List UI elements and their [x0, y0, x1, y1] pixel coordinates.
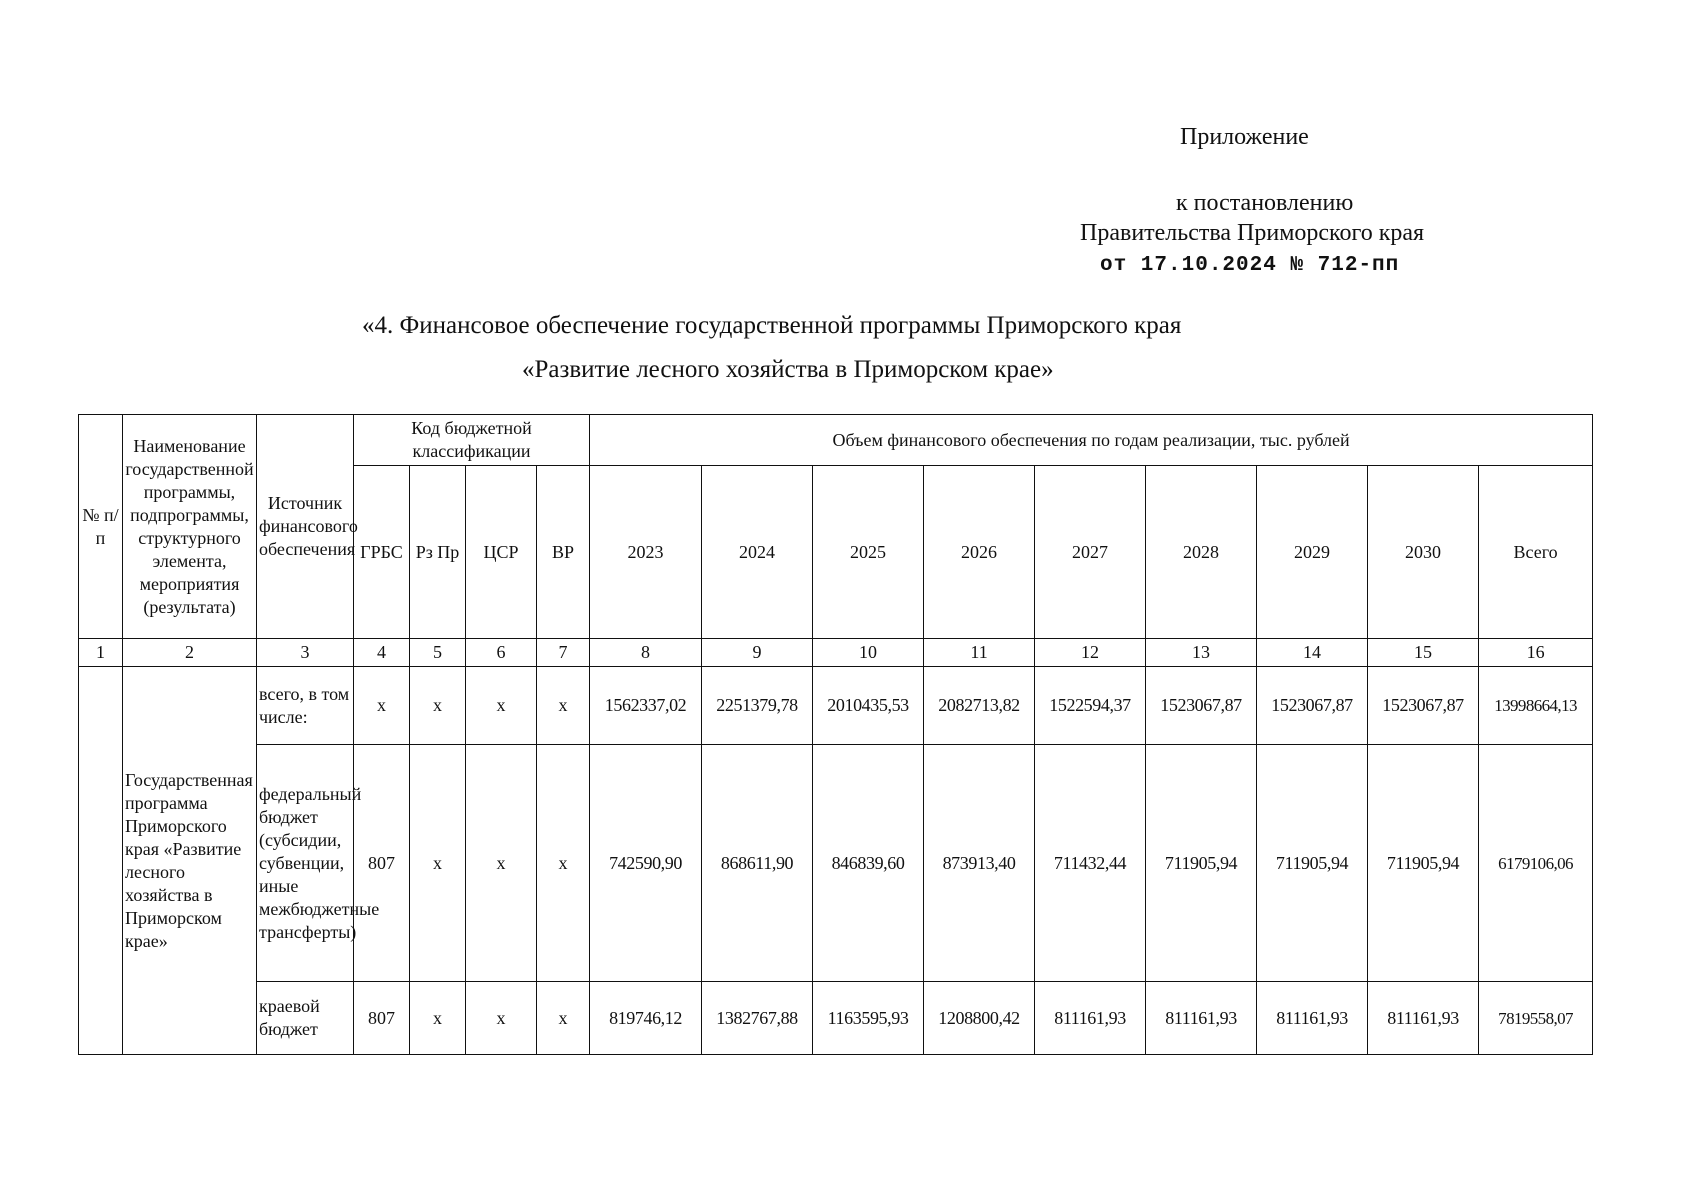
value-cell: 1163595,93 — [813, 982, 924, 1055]
header-grbs: ГРБС — [354, 466, 410, 639]
column-number: 11 — [924, 639, 1035, 667]
rzpr-cell: x — [410, 982, 466, 1055]
header-budget-code: Код бюджетной классификации — [354, 415, 590, 466]
grbs-cell: 807 — [354, 745, 410, 982]
column-number: 15 — [1368, 639, 1479, 667]
value-cell: 2082713,82 — [924, 667, 1035, 745]
column-number: 16 — [1479, 639, 1593, 667]
value-cell: 1522594,37 — [1035, 667, 1146, 745]
rzpr-cell: x — [410, 745, 466, 982]
column-number: 14 — [1257, 639, 1368, 667]
value-cell: 742590,90 — [590, 745, 702, 982]
program-name-cell: Государственная программа Приморского края «Развитие лесного хозяйства в Приморском крае» — [123, 667, 257, 1055]
value-cell: 846839,60 — [813, 745, 924, 982]
value-cell: 868611,90 — [702, 745, 813, 982]
financing-table — [78, 414, 1593, 1055]
grbs-cell: 807 — [354, 982, 410, 1055]
header-rzpr: Рз Пр — [410, 466, 466, 639]
value-cell: 1523067,87 — [1368, 667, 1479, 745]
header-year: 2030 — [1368, 466, 1479, 639]
header-year: 2028 — [1146, 466, 1257, 639]
header-year: 2027 — [1035, 466, 1146, 639]
header-volume: Объем финансового обеспечения по годам реализации, тыс. рублей — [590, 415, 1593, 466]
column-number: 5 — [410, 639, 466, 667]
header-year: 2025 — [813, 466, 924, 639]
appendix-title: Приложение — [1180, 124, 1309, 150]
value-cell: 811161,93 — [1368, 982, 1479, 1055]
vr-cell: x — [537, 745, 590, 982]
document-title-line-2: «Развитие лесного хозяйства в Приморском крае» — [522, 356, 1054, 383]
table-row-federal — [79, 745, 1593, 982]
decree-number: от 17.10.2024 № 712-пп — [1100, 254, 1400, 277]
row-number-cell — [79, 667, 123, 1055]
column-number: 13 — [1146, 639, 1257, 667]
csr-cell: x — [466, 667, 537, 745]
column-number: 7 — [537, 639, 590, 667]
header-name: Наименование государственной программы, подпрограммы, структурного элемента, мероприятия (результата) — [123, 415, 257, 639]
value-cell: 711432,44 — [1035, 745, 1146, 982]
vr-cell: x — [537, 982, 590, 1055]
value-cell: 2251379,78 — [702, 667, 813, 745]
column-number: 4 — [354, 639, 410, 667]
column-number-row — [79, 639, 1593, 667]
column-number: 1 — [79, 639, 123, 667]
value-cell: 711905,94 — [1257, 745, 1368, 982]
decree-government-line: Правительства Приморского края — [1080, 220, 1425, 246]
value-cell: 2010435,53 — [813, 667, 924, 745]
value-cell: 811161,93 — [1257, 982, 1368, 1055]
header-total: Всего — [1479, 466, 1593, 639]
header-year: 2024 — [702, 466, 813, 639]
value-cell: 1382767,88 — [702, 982, 813, 1055]
table-row-total — [79, 667, 1593, 745]
document-title-line-1: «4. Финансовое обеспечение государственной программы Приморского края — [362, 312, 1182, 339]
table-row-regional — [79, 982, 1593, 1055]
csr-cell: x — [466, 745, 537, 982]
total-cell: 13998664,13 — [1479, 667, 1593, 745]
total-cell: 7819558,07 — [1479, 982, 1593, 1055]
header-vr: ВР — [537, 466, 590, 639]
value-cell: 1208800,42 — [924, 982, 1035, 1055]
value-cell: 873913,40 — [924, 745, 1035, 982]
column-number: 9 — [702, 639, 813, 667]
column-number: 3 — [257, 639, 354, 667]
source-cell: федеральный бюджет (субсидии, субвенции, иные межбюджетные трансферты) — [257, 745, 354, 982]
value-cell: 711905,94 — [1368, 745, 1479, 982]
value-cell: 1523067,87 — [1146, 667, 1257, 745]
csr-cell: x — [466, 982, 537, 1055]
grbs-cell: x — [354, 667, 410, 745]
header-year: 2029 — [1257, 466, 1368, 639]
header-year: 2023 — [590, 466, 702, 639]
column-number: 8 — [590, 639, 702, 667]
column-number: 6 — [466, 639, 537, 667]
vr-cell: x — [537, 667, 590, 745]
header-row-1 — [79, 415, 1593, 466]
total-cell: 6179106,06 — [1479, 745, 1593, 982]
header-num: № п/п — [79, 415, 123, 639]
column-number: 10 — [813, 639, 924, 667]
value-cell: 811161,93 — [1146, 982, 1257, 1055]
header-year: 2026 — [924, 466, 1035, 639]
decree-reference-line: к постановлению — [1176, 190, 1354, 216]
value-cell: 711905,94 — [1146, 745, 1257, 982]
value-cell: 1523067,87 — [1257, 667, 1368, 745]
column-number: 2 — [123, 639, 257, 667]
source-cell: всего, в том числе: — [257, 667, 354, 745]
source-cell: краевой бюджет — [257, 982, 354, 1055]
value-cell: 1562337,02 — [590, 667, 702, 745]
value-cell: 819746,12 — [590, 982, 702, 1055]
column-number: 12 — [1035, 639, 1146, 667]
value-cell: 811161,93 — [1035, 982, 1146, 1055]
header-source: Источник финансового обеспечения — [257, 415, 354, 639]
header-csr: ЦСР — [466, 466, 537, 639]
rzpr-cell: x — [410, 667, 466, 745]
